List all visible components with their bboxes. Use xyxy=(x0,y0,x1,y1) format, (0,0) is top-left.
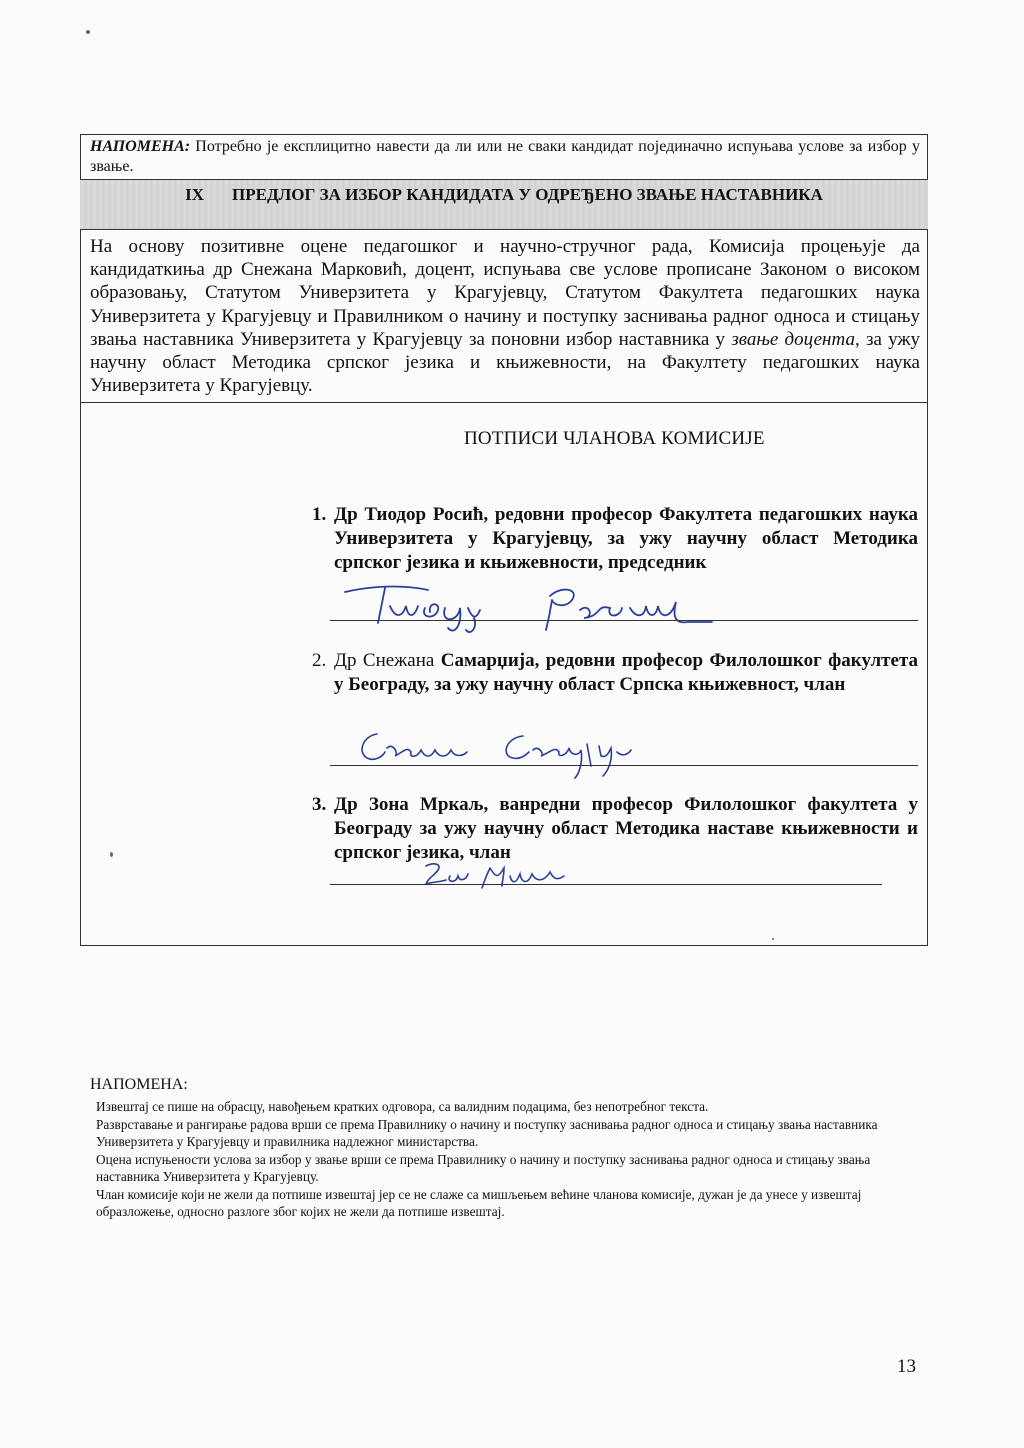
bottom-note-line-2: Разврставање и рангирање радова врши се према Правилнику о начину и поступку заснивања радног односа и стицању звања наставника Универзитета у Крагујевцу и правилника надлежног министарства. xyxy=(96,1116,878,1149)
bottom-note-line-4: Члан комисије који не жели да потпише извештај јер се не слаже са мишљењем већине чланова комисије, дужан је да унесе у извештај образложење, односно разлоге због којих не жели да потпише извештај. xyxy=(96,1186,862,1219)
member-2-text-regular: Др Снежана xyxy=(334,650,441,671)
top-note-text: Потребно је експлицитно навести да ли или не сваки кандидат појединачно испуњава услове за избор у звање. xyxy=(90,138,920,175)
member-1-number: 1. xyxy=(312,504,327,525)
proposal-text-italic: звање доцента xyxy=(731,328,855,350)
signature-line-3 xyxy=(330,884,882,885)
signature-1 xyxy=(340,578,740,638)
section-heading xyxy=(80,180,928,230)
member-2 xyxy=(312,649,918,697)
member-1 xyxy=(312,503,918,575)
member-3 xyxy=(312,793,918,865)
proposal-text-after: , за ужу научну област Методика српског језика и књижевности, на Факултету педагошких наука Универзитета у Крагујевцу. xyxy=(90,328,920,397)
signature-line-2 xyxy=(330,765,918,766)
bottom-note-line-3: Оцена испуњености услова за избор у звање врши се према Правилнику о начину и поступку заснивања радног односа и стицању звања наставника Универзитета у Крагујевцу. xyxy=(96,1151,871,1184)
scan-speck xyxy=(86,30,90,34)
top-note xyxy=(80,134,928,180)
signature-line-1 xyxy=(330,620,918,621)
top-note-label: НАПОМЕНА: xyxy=(90,138,191,155)
member-3-text-bold: Др Зона Мркаљ, ванредни професор Филолошког факултета у Београду за ужу научну област Методика наставе књижевности и српског језика, члан xyxy=(334,794,918,863)
signature-2 xyxy=(355,722,685,782)
section-number: IX xyxy=(185,185,204,204)
member-2-text-bold: Самарџија, редовни професор Филолошког факултета у Београду, за ужу научну област Српска књижевност, члан xyxy=(334,650,919,695)
scan-speck xyxy=(772,938,774,940)
section-title: ПРЕДЛОГ ЗА ИЗБОР КАНДИДАТА У ОДРЕЂЕНО ЗВАЊЕ НАСТАВНИКА xyxy=(232,185,823,204)
proposal-text-before: На основу позитивне оцене педагошког и научно-стручног рада, Комисија процењује да кандидаткиња др Снежана Марковић, доцент, испуњава све услове прописане Законом о високом образовању, Статутом Универзитета у Крагујевцу, Статутом Факултета педагошких наука Универзитета у Крагујевцу и Правилником о начину и поступку заснивања радног односа и стицању звања наставника Универзитета у Крагујевцу за поновни избор наставника у xyxy=(90,236,920,350)
proposal-paragraph xyxy=(80,231,928,403)
bottom-note-line-1: Извештај се пише на обрасцу, навођењем кратких одговора, са валидним подацима, без непотребног текста. xyxy=(96,1099,709,1114)
member-3-number: 3. xyxy=(312,794,327,815)
page-number: 13 xyxy=(897,1356,916,1377)
signatures-title: ПОТПИСИ ЧЛАНОВА КОМИСИЈЕ xyxy=(464,428,765,449)
bottom-note-title: НАПОМЕНА: xyxy=(90,1076,188,1093)
bottom-note xyxy=(96,1098,902,1221)
signature-3 xyxy=(420,858,580,894)
scan-speck xyxy=(110,852,113,857)
member-1-text-bold: Др Тиодор Росић, редовни професор Факултета педагошких наука Универзитета у Крагујевцу, за ужу научну област Методика српског језика и књижевности, председник xyxy=(334,504,918,573)
member-2-number: 2. xyxy=(312,650,327,671)
